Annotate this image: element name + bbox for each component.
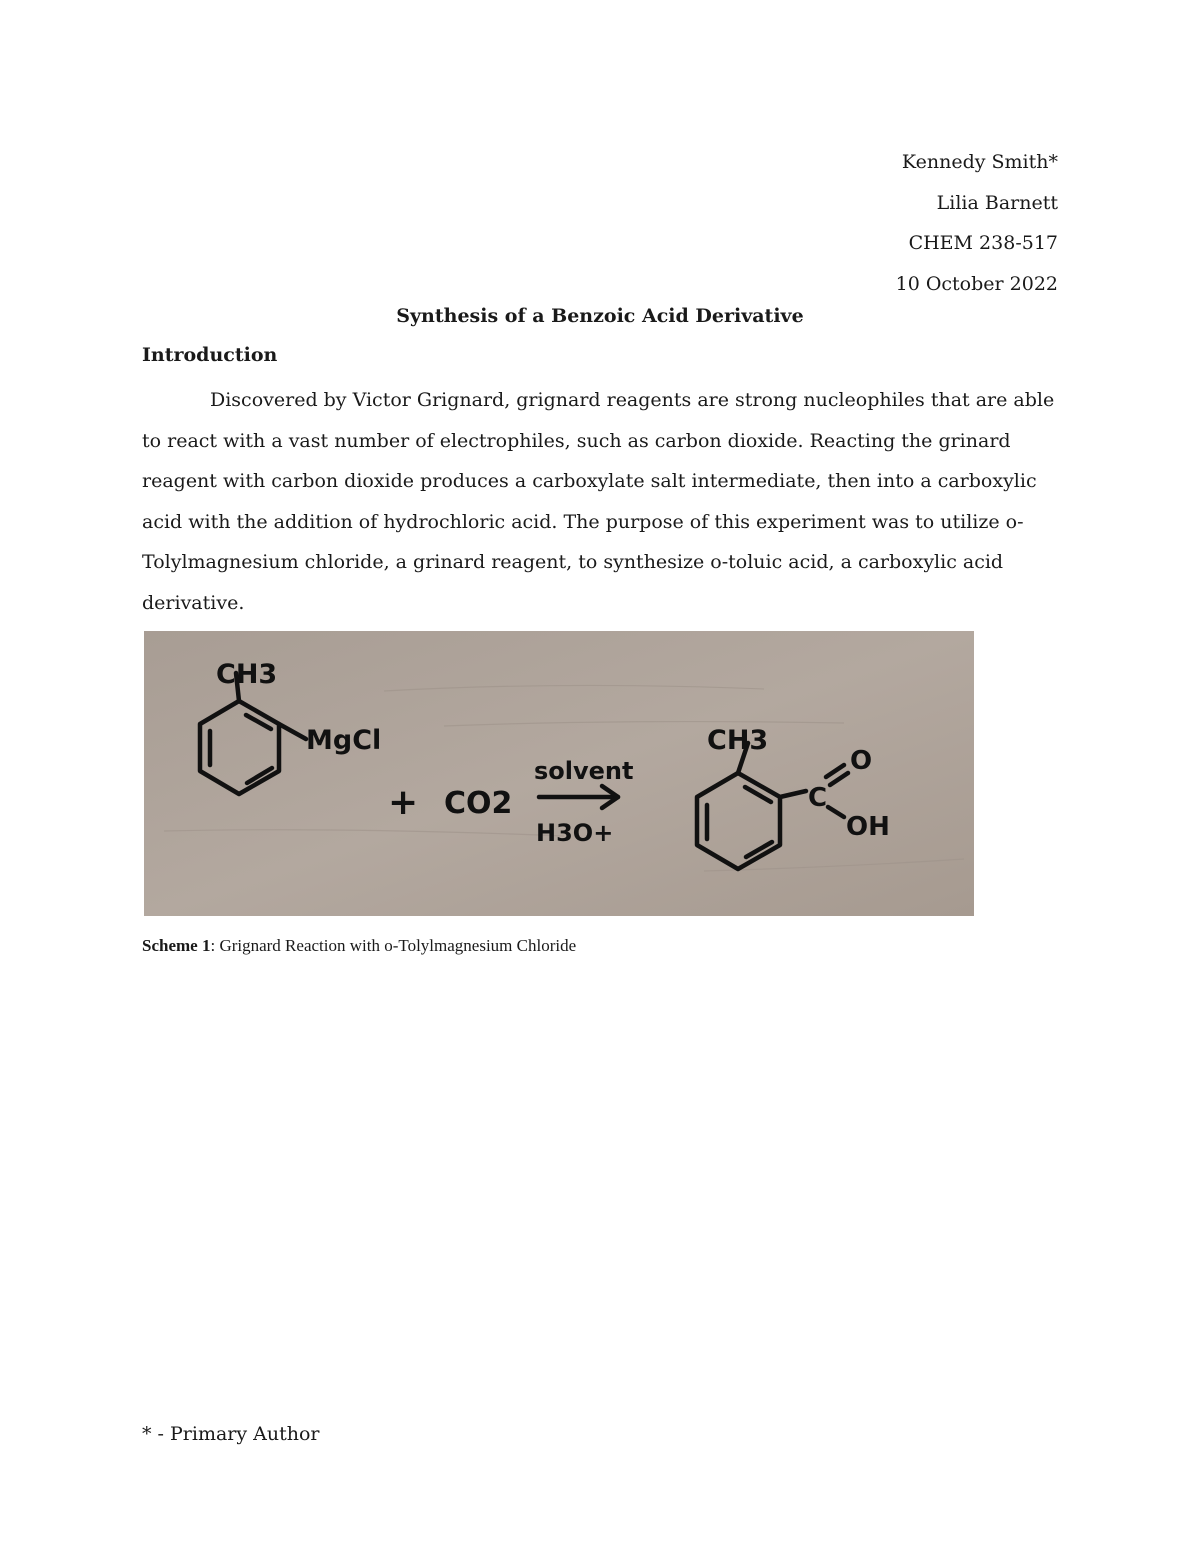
scheme-caption [142,936,576,956]
product-oxygen-label: O [850,746,873,776]
section-heading-introduction: Introduction [142,344,278,366]
arrow-top-label: solvent [534,757,634,785]
document-title: Synthesis of a Benzoic Acid Derivative [396,305,804,327]
caption-text: : Grignard Reaction with o-Tolylmagnesium Chloride [210,936,577,955]
footnote-primary-author: * - Primary Author [142,1423,320,1445]
reaction-scheme-image [144,631,974,916]
product-carbon-label: C [808,783,828,813]
reactant-methyl-label: CH3 [216,659,278,690]
report-date: 10 October 2022 [895,272,1058,295]
caption-label: Scheme 1 [142,936,211,955]
author-block [896,142,1058,304]
plus-sign: + [388,782,419,823]
author-secondary: Lilia Barnett [936,191,1058,214]
course-code: CHEM 238-517 [908,232,1058,254]
reactant-mgcl-label: MgCl [306,725,382,756]
author-primary: Kennedy Smith* [901,151,1058,173]
co2-label: CO2 [444,786,513,821]
product-oh-label: OH [846,812,890,842]
intro-paragraph: Discovered by Victor Grignard, grignard reagents are strong nucleophiles that are able to react with a vast number of electrophiles, such as carbon dioxide. Reacting the grinard reagent with carbon dioxide produces a carboxylate salt intermediate, then into a carboxylic acid with the addition of hydrochloric acid. The purpose of this experiment was to utilize o-Tolylmagnesium chloride, a grinard reagent, to synthesize o-toluic acid, a carboxylic acid derivative. [142,389,1055,614]
arrow-bottom-label: H3O+ [536,819,614,847]
product-methyl-label: CH3 [707,725,769,756]
